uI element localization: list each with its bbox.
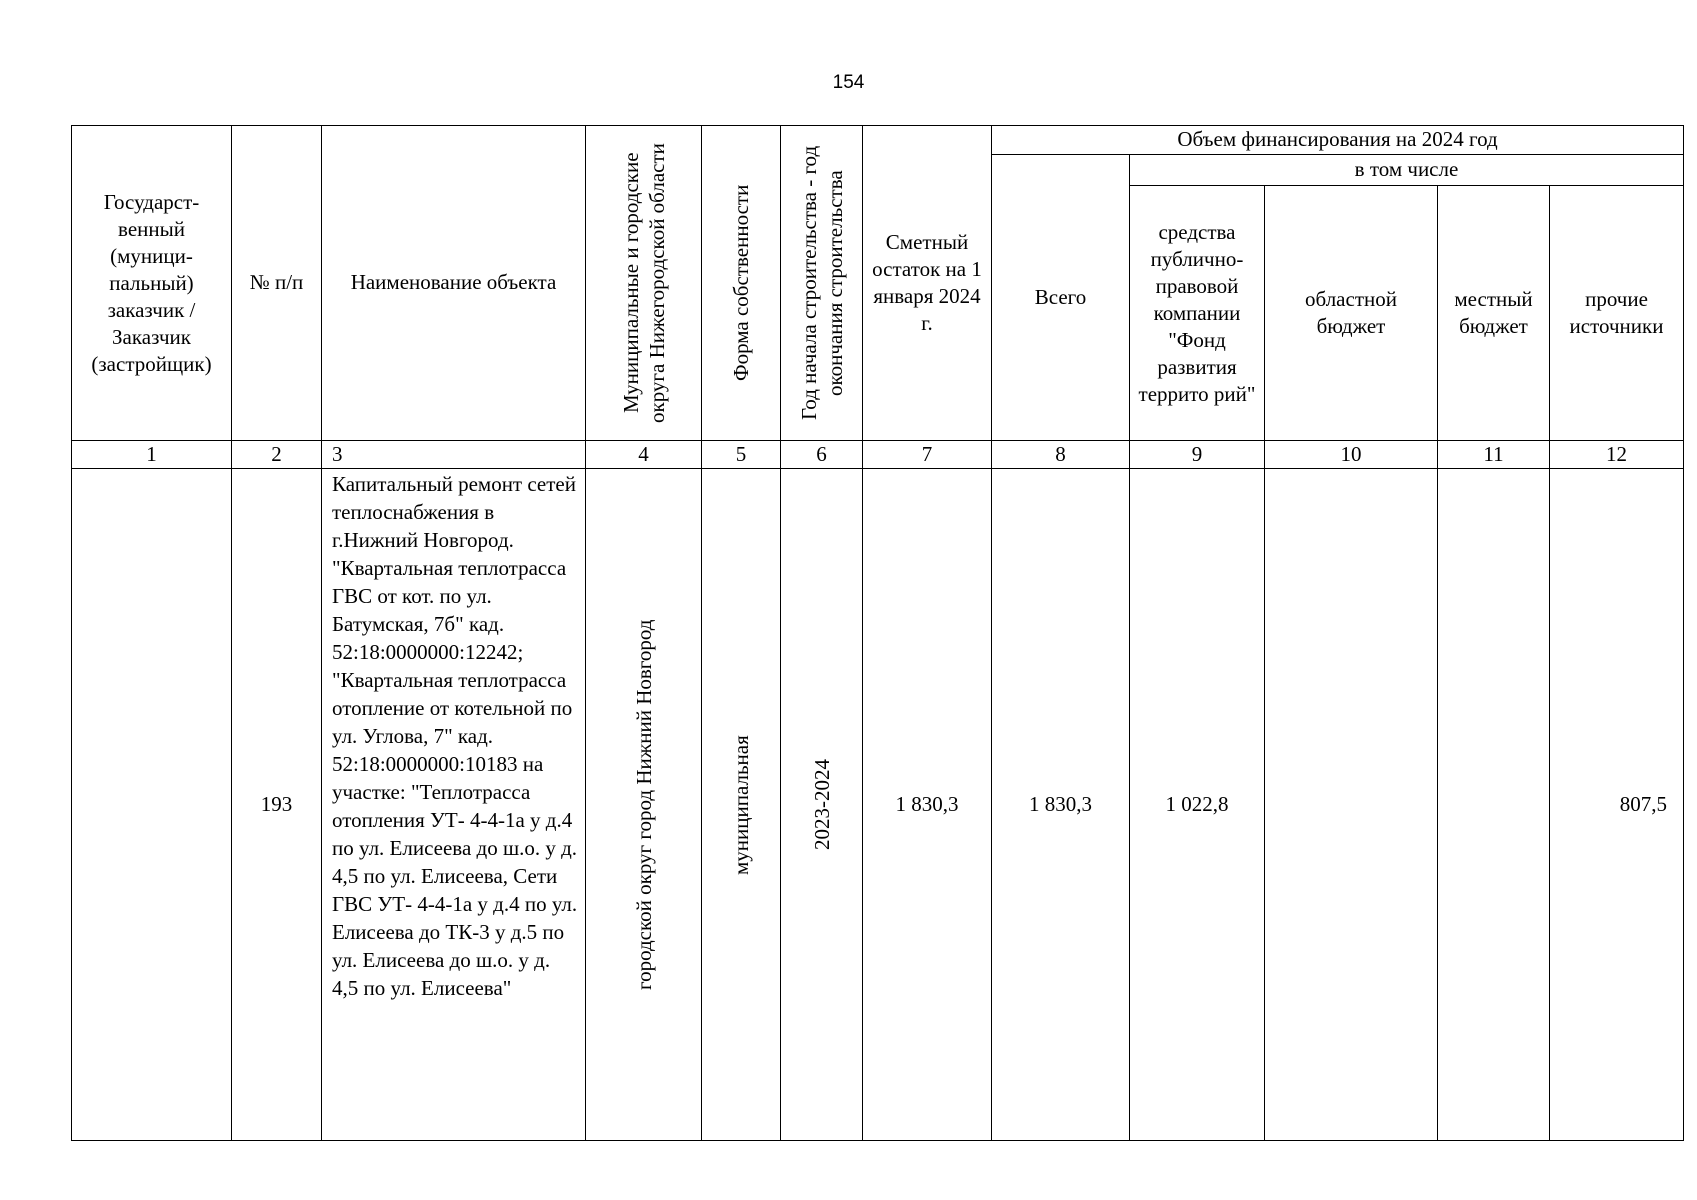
column-numbers-row [72,441,1684,469]
page-number: 154 [832,72,865,93]
row-item-no: 193 [232,469,322,1141]
header-ownership: Форма собственности [702,126,781,441]
row-municipality: городской округ город Нижний Новгород [586,469,702,1141]
row-total: 1 830,3 [992,469,1130,1141]
header-regional: областной бюджет [1265,186,1438,441]
column-number: 11 [1438,441,1550,469]
header-municipality: Муниципальные и городские округа Нижегородской области [586,126,702,441]
column-number: 6 [781,441,863,469]
header-including: в том числе [1130,155,1684,186]
header-total: Всего [992,155,1130,441]
column-number: 9 [1130,441,1265,469]
row-local [1438,469,1550,1141]
row-customer [72,469,232,1141]
header-funding: Объем финансирования на 2024 год [992,126,1684,155]
header-customer: Государст-венный (муници-пальный) заказчик / Заказчик (застройщик) [72,126,232,441]
row-other: 807,5 [1550,469,1684,1141]
column-number: 7 [863,441,992,469]
header-years: Год начала строительства - год окончания строительства [781,126,863,441]
table-row [72,469,1684,1141]
financing-table [71,125,1684,1141]
header-item-no: № п/п [232,126,322,441]
financing-table-wrapper [71,125,1684,1141]
column-number: 10 [1265,441,1438,469]
column-number: 3 [322,441,586,469]
header-other: прочие источники [1550,186,1684,441]
header-estimate: Сметный остаток на 1 января 2024 г. [863,126,992,441]
column-number: 2 [232,441,322,469]
header-fund: средства публично-правовой компании "Фонд развития террито рий" [1130,186,1265,441]
header-local: местный бюджет [1438,186,1550,441]
column-number: 1 [72,441,232,469]
column-number: 5 [702,441,781,469]
row-ownership: муниципальная [702,469,781,1141]
header-row-1 [72,126,1684,155]
row-regional [1265,469,1438,1141]
row-object-name: Капитальный ремонт сетей теплоснабжения в г.Нижний Новгород. "Квартальная теплотрасса ГВС от кот. по ул. Батумская, 7б" кад. 52:18:0000000:12242; "Квартальная теплотрасса отопление от котельной по ул. Углова, 7" кад. 52:18:0000000:10183 на участке: "Теплотрасса отопления УТ- 4-4-1а у д.4 по ул. Елисеева до ш.о. у д. 4,5 по ул. Елисеева, Сети ГВС УТ- 4-4-1а у д.4 по ул. Елисеева до ТК-3 у д.5 по ул. Елисеева до ш.о. у д. 4,5 по ул. Елисеева" [322,469,586,1141]
row-years: 2023-2024 [781,469,863,1141]
row-estimate: 1 830,3 [863,469,992,1141]
column-number: 4 [586,441,702,469]
row-fund: 1 022,8 [1130,469,1265,1141]
column-number: 8 [992,441,1130,469]
column-number: 12 [1550,441,1684,469]
header-object-name: Наименование объекта [322,126,586,441]
